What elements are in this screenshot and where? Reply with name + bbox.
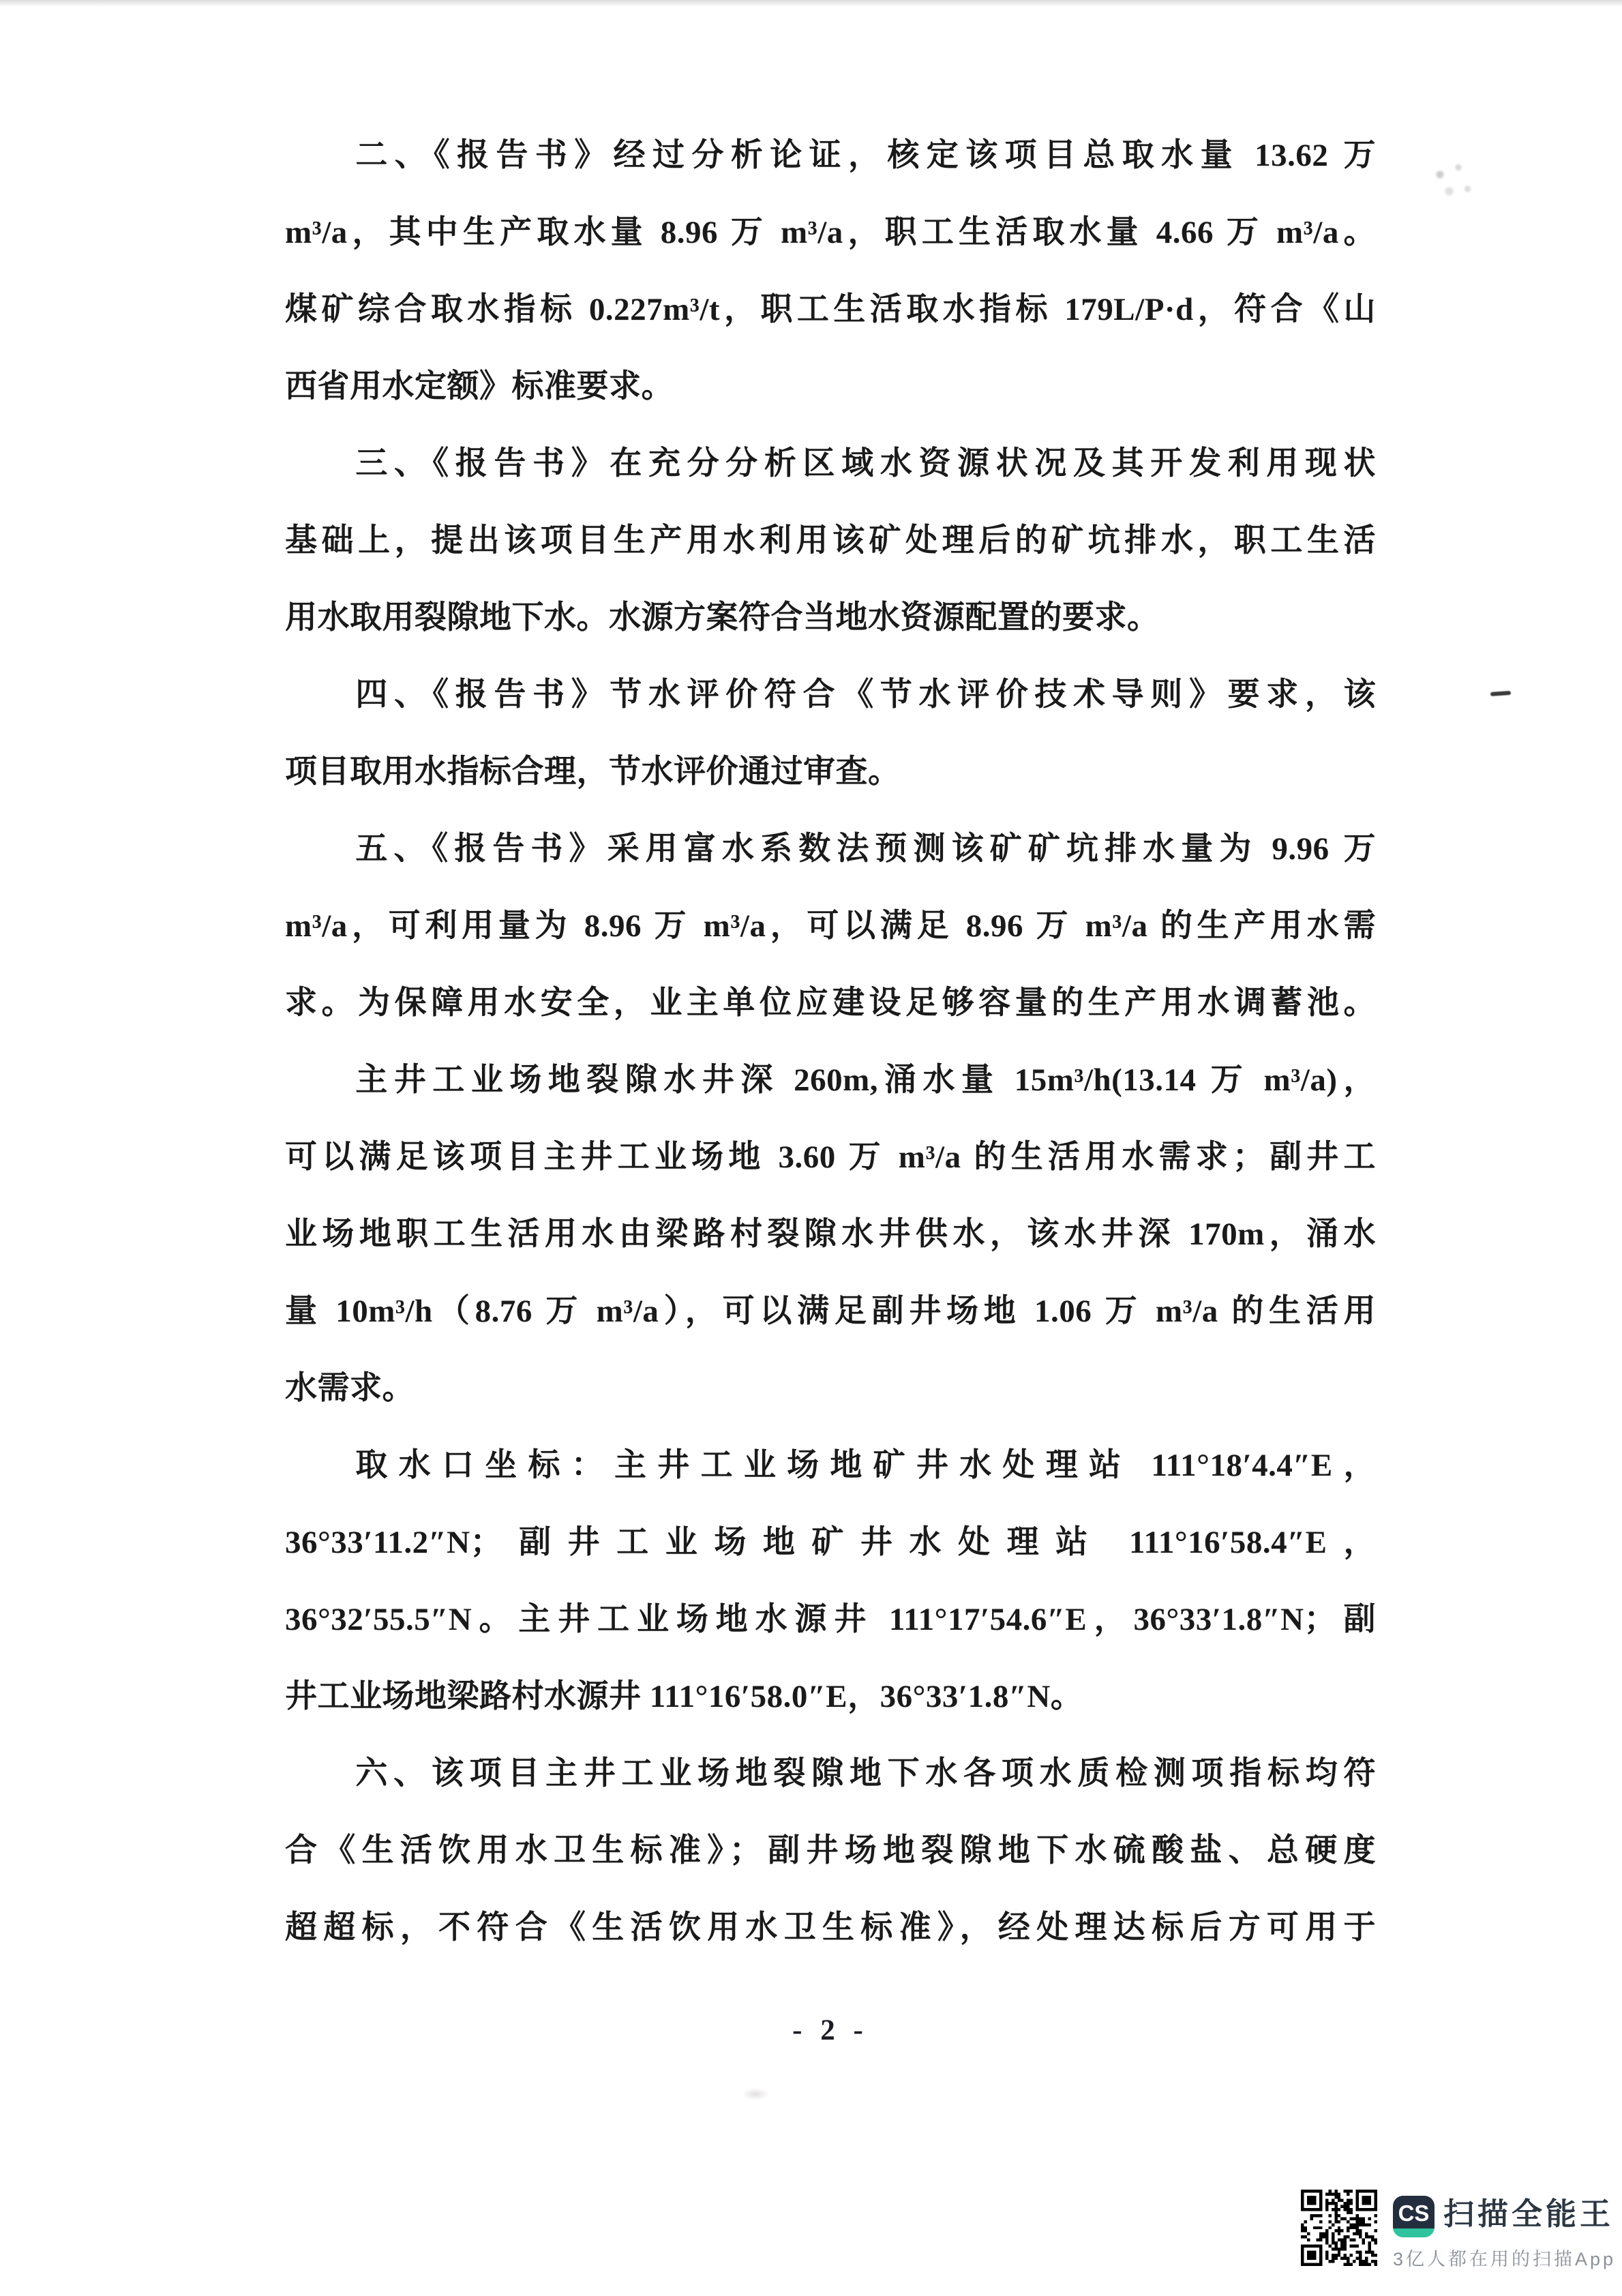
text-line: 水需求。 bbox=[285, 1371, 415, 1406]
scan-edge-shadow bbox=[0, 0, 1622, 7]
text-line: 取水口坐标：主井工业场地矿井水处理站 111°18′4.4″E， bbox=[355, 1448, 1376, 1483]
camscanner-logo-letters: CS bbox=[1398, 2200, 1430, 2226]
paragraph bbox=[285, 1735, 1376, 1967]
text-line: 西省用水定额》标准要求。 bbox=[285, 369, 674, 404]
text-line: 二、《报告书》经过分析论证，核定该项目总取水量 13.62 万 bbox=[355, 138, 1376, 173]
text-line: 煤矿综合取水指标 0.227m³/t，职工生活取水指标 179L/P·d，符合《山 bbox=[285, 292, 1376, 327]
paragraph bbox=[285, 426, 1376, 657]
text-line: 量 10m³/h（8.76 万 m³/a），可以满足副井场地 1.06 万 m³/a 的生活用 bbox=[285, 1294, 1376, 1329]
scan-artifact bbox=[742, 2088, 769, 2100]
page-number: - 2 - bbox=[792, 2014, 869, 2046]
camscanner-logo-teal-strip bbox=[1393, 2228, 1435, 2237]
text-line: m³/a，可利用量为 8.96 万 m³/a，可以满足 8.96 万 m³/a 的生产用水需 bbox=[285, 908, 1376, 944]
text-line: 主井工业场地裂隙水井深 260m,涌水量 15m³/h(13.14 万 m³/a)， bbox=[355, 1062, 1376, 1098]
text-line: m³/a，其中生产取水量 8.96 万 m³/a，职工生活取水量 4.66 万 m³/a。 bbox=[285, 215, 1376, 250]
scan-artifact bbox=[1422, 155, 1483, 203]
text-line: 六、该项目主井工业场地裂隙地下水各项水质检测项指标均符 bbox=[355, 1756, 1376, 1791]
document-body bbox=[285, 117, 1376, 1967]
text-line: 项目取用水指标合理，节水评价通过审查。 bbox=[285, 754, 901, 790]
paragraph bbox=[285, 1427, 1376, 1735]
text-line: 井工业场地梁路村水源井 111°16′58.0″E，36°33′1.8″N。 bbox=[285, 1679, 1083, 1714]
paragraph bbox=[285, 657, 1376, 811]
text-line: 36°33′11.2″N；副井工业场地矿井水处理站 111°16′58.4″E， bbox=[285, 1525, 1376, 1560]
text-line: 超超标，不符合《生活饮用水卫生标准》，经处理达标后方可用于 bbox=[285, 1910, 1376, 1945]
text-line: 可以满足该项目主井工业场地 3.60 万 m³/a 的生活用水需求；副井工 bbox=[285, 1139, 1376, 1175]
camscanner-app-name: 扫描全能王 bbox=[1443, 2196, 1615, 2231]
camscanner-logo-top bbox=[1393, 2196, 1435, 2228]
text-line: 求。为保障用水安全，业主单位应建设足够容量的生产用水调蓄池。 bbox=[285, 985, 1376, 1021]
text-line: 业场地职工生活用水由梁路村裂隙水井供水，该水井深 170m，涌水 bbox=[285, 1217, 1376, 1252]
text-line: 五、《报告书》采用富水系数法预测该矿矿坑排水量为 9.96 万 bbox=[355, 831, 1376, 867]
qr-code bbox=[1301, 2190, 1377, 2266]
text-line: 三、《报告书》在充分分析区域水资源状况及其开发利用现状 bbox=[355, 446, 1376, 481]
paragraph bbox=[285, 811, 1376, 1042]
text-line: 合《生活饮用水卫生标准》；副井场地裂隙地下水硫酸盐、总硬度 bbox=[285, 1833, 1376, 1868]
paragraph bbox=[285, 1042, 1376, 1427]
text-line: 用水取用裂隙地下水。水源方案符合当地水资源配置的要求。 bbox=[285, 600, 1160, 636]
paragraph bbox=[285, 117, 1376, 426]
text-line: 基础上，提出该项目生产用水利用该矿处理后的矿坑排水，职工生活 bbox=[285, 523, 1376, 558]
scan-artifact bbox=[1490, 691, 1511, 696]
text-line: 36°32′55.5″N。主井工业场地水源井 111°17′54.6″E，36°33′1.8″N；副 bbox=[285, 1602, 1376, 1637]
text-line: 四、《报告书》节水评价符合《节水评价技术导则》要求，该 bbox=[355, 677, 1376, 713]
camscanner-logo-icon bbox=[1393, 2196, 1435, 2237]
camscanner-tagline: 3亿人都在用的扫描App bbox=[1393, 2249, 1617, 2269]
